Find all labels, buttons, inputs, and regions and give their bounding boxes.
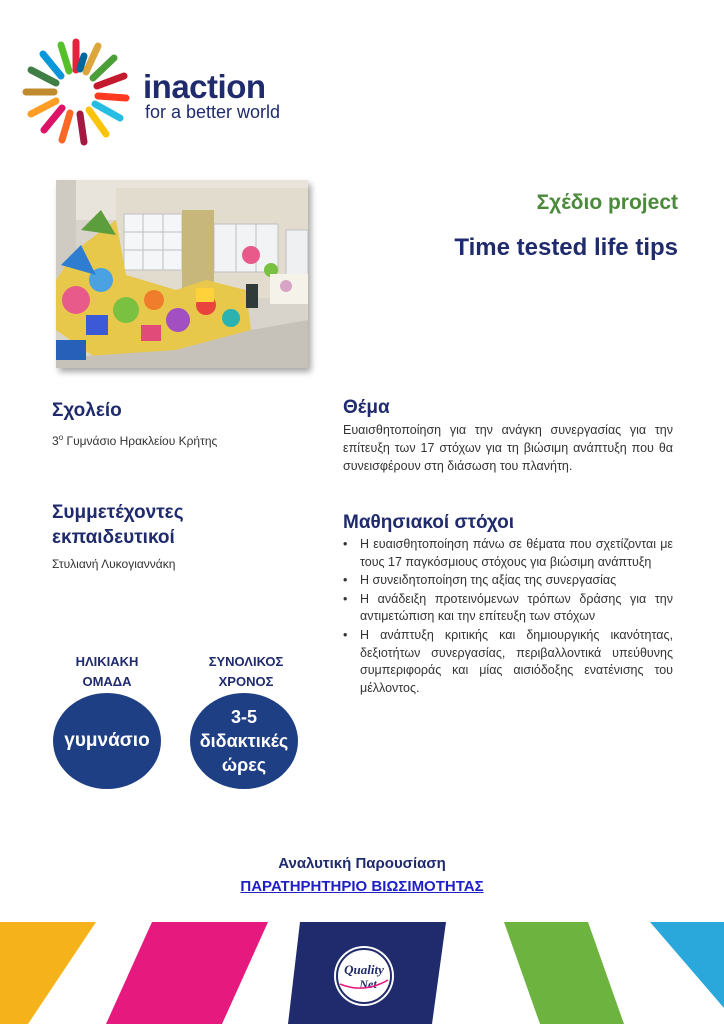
list-item: • Η ευαισθητοποίηση πάνω σε θέματα που σχετίζονται με τους 17 παγκόσμιους στόχους για βιώσιμη ανάπτυξη: [343, 536, 673, 571]
sustainability-observatory-link[interactable]: ΠΑΡΑΤΗΡΗΤΗΡΙΟ ΒΙΩΣΙΜΟΤΗΤΑΣ: [240, 878, 484, 895]
brand-tagline: for a better world: [145, 102, 281, 122]
age-group-label: ΗΛΙΚΙΑΚΗ ΟΜΑΔΑ: [75, 654, 139, 689]
qualitynet-logo-icon: [334, 946, 394, 1006]
qualitynet-text-2: Net: [359, 977, 377, 991]
total-time-badge: 3-5 διδακτικές ώρες: [190, 693, 298, 789]
teacher-name: Στυλιανή Λυκογιαννάκη: [52, 557, 176, 571]
theme-text: Ευαισθητοποίηση για την ανάγκη συνεργασίας για την επίτευξη των 17 στόχων για τη βιώσιμη ανάπτυξη που θα συνεισφέρουν στη διάσωση του πλανήτη.: [343, 423, 673, 473]
qualitynet-text-1: Quality: [344, 962, 384, 977]
analysis-label: Αναλυτική Παρουσίαση: [278, 855, 446, 872]
footer-yellow-shape: [0, 922, 96, 1024]
list-item: • Η συνειδητοποίηση της αξίας της συνεργασίας: [343, 572, 673, 590]
footer-green-shape: [504, 922, 624, 1024]
school-name: $3^o$ Γυμνάσιο Ηρακλείου Κρήτης: [52, 433, 218, 448]
theme-heading: Θέμα: [343, 397, 390, 418]
total-time-label: ΣΥΝΟΛΙΚΟΣ ΧΡΟΝΟΣ: [208, 654, 284, 689]
learning-goals-list: [343, 536, 673, 698]
school-mural-photo: [56, 180, 308, 368]
list-item: • Η ανάπτυξη κριτικής και δημιουργικής ικανότητας, δεξιοτήτων συνεργασίας, περιβαλλοντικά υπεύθυνης συμπεριφοράς και μίας αισιόδοξης ενατένισης του μέλλοντος.: [343, 627, 673, 697]
project-title: Time tested life tips: [454, 234, 678, 261]
school-heading: Σχολείο: [52, 400, 122, 421]
age-group-badge: γυμνάσιο: [53, 693, 161, 789]
footer-cyan-shape: [650, 922, 724, 1008]
footer-magenta-shape: [106, 922, 268, 1024]
teachers-heading: Συμμετέχοντες εκπαιδευτικοί: [52, 502, 184, 548]
inaction-logo-icon: [18, 36, 134, 146]
list-item: • Η ανάδειξη προτεινόμενων τρόπων δράσης για την αντιμετώπιση και την επίτευξη των στόχων: [343, 591, 673, 626]
plan-label: Σχέδιο project: [536, 191, 678, 214]
learning-goals-heading: Μαθησιακοί στόχοι: [343, 512, 514, 533]
brand-name: inaction: [143, 68, 266, 105]
footer-decoration: [0, 918, 724, 1024]
